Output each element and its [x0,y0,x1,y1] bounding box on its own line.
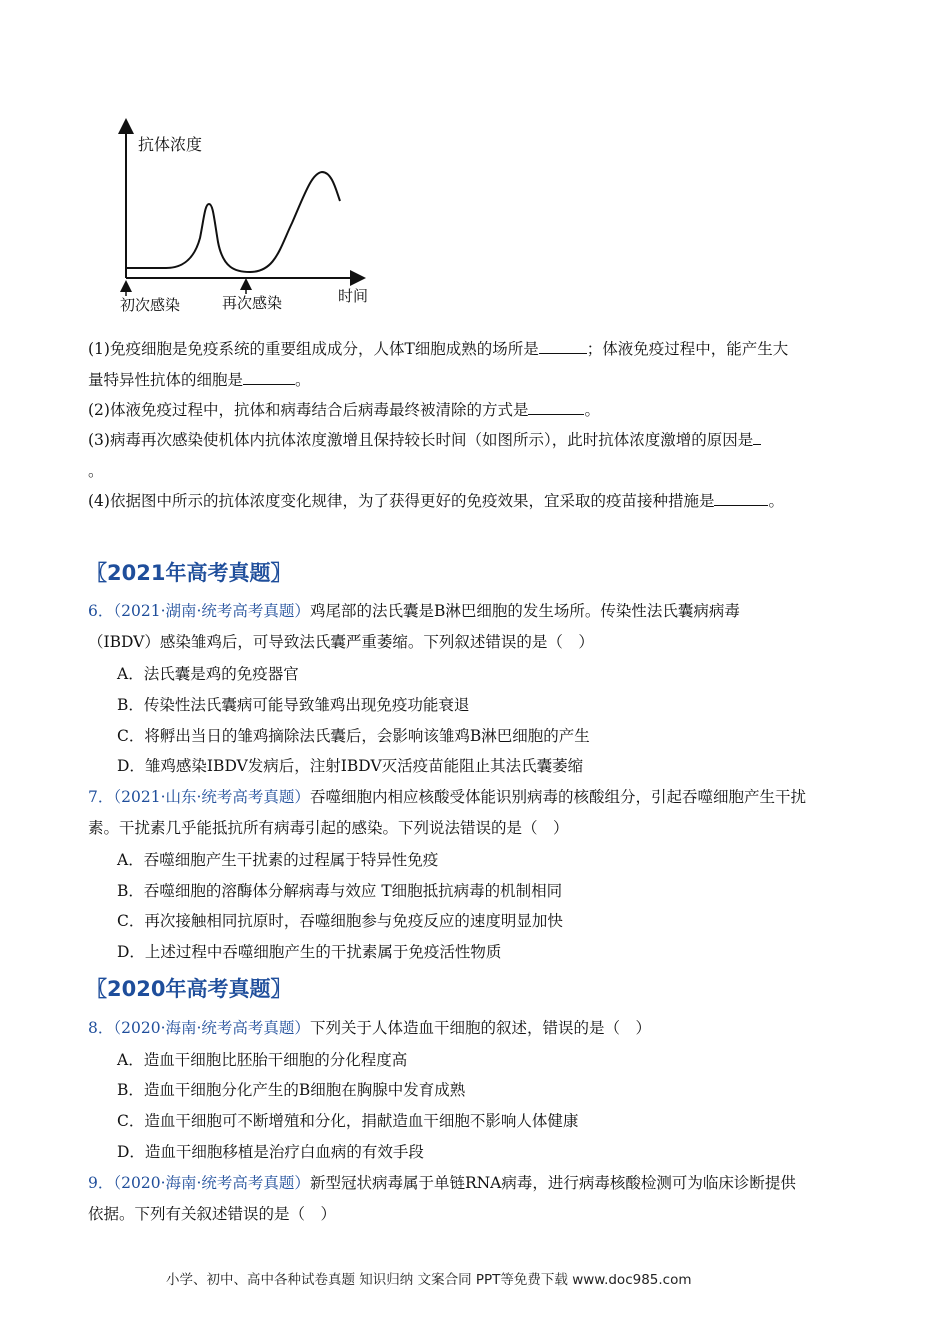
q9-stem-line2: 依据。下列有关叙述错误的是（ ） [88,1205,337,1223]
antibody-curve [126,172,340,272]
q7-option-a: A．吞噬细胞产生干扰素的过程属于特异性免疫 [117,851,439,869]
q6-option-a: A．法氏囊是鸡的免疫器官 [117,665,299,683]
question-source[interactable]: （2021·山东·统考高考真题） [113,788,310,806]
answer-blank[interactable] [753,430,761,445]
q6-stem-line2: （IBDV）感染雏鸡后，可导致法氏囊严重萎缩。下列叙述错误的是（ ） [88,633,594,651]
antibody-curve-figure [100,118,390,328]
question-number: 6． [88,602,114,620]
q7-stem-line1: 7．（2021·山东·统考高考真题）吞噬细胞内相应核酸受体能识别病毒的核酸组分，引起吞噬细胞产生干扰 [88,788,806,806]
question-source[interactable]: （2021·湖南·统考高考真题） [113,602,310,620]
q5-part1-line1: (1)免疫细胞是免疫系统的重要组成成分，人体T细胞成熟的场所是 ；体液免疫过程中，能产生大 [88,340,789,358]
q7-option-d: D．上述过程中吞噬细胞产生的干扰素属于免疫活性物质 [117,943,502,961]
question-number: 9． [88,1174,114,1192]
answer-blank[interactable] [243,370,295,385]
q8-option-d: D．造血干细胞移植是治疗白血病的有效手段 [117,1143,424,1161]
q5-part1-line2: 量特异性抗体的细胞是 。 [88,371,311,389]
q6-option-d: D．雏鸡感染IBDV发病后，注射IBDV灭活疫苗能阻止其法氏囊萎缩 [117,757,584,775]
q7-stem-line2: 素。干扰素几乎能抵抗所有病毒引起的感染。下列说法错误的是（ ） [88,819,569,837]
q6-option-c: C．将孵出当日的雏鸡摘除法氏囊后，会影响该雏鸡B淋巴细胞的产生 [117,727,590,745]
question-number: 7． [88,788,114,806]
answer-blank[interactable] [528,400,584,415]
q6-option-b: B．传染性法氏囊病可能导致雏鸡出现免疫功能衰退 [117,696,470,714]
q8-stem-line1: 8．（2020·海南·统考高考真题）下列关于人体造血干细胞的叙述，错误的是（ ） [88,1019,651,1037]
q5-part2: (2)体液免疫过程中，抗体和病毒结合后病毒最终被清除的方式是 。 [88,401,600,419]
q7-option-b: B．吞噬细胞的溶酶体分解病毒与效应 T细胞抵抗病毒的机制相同 [117,882,563,900]
q8-option-a: A．造血干细胞比胚胎干细胞的分化程度高 [117,1051,408,1069]
q6-stem-line1: 6．（2021·湖南·统考高考真题）鸡尾部的法氏囊是B淋巴细胞的发生场所。传染性法氏囊病病毒 [88,602,740,620]
q5-part3: (3)病毒再次感染使机体内抗体浓度激增且保持较长时间（如图所示），此时抗体浓度激增的原因是 [88,430,761,450]
q5-part4: (4)依据图中所示的抗体浓度变化规律，为了获得更好的免疫效果，宜采取的疫苗接种措施是 。 [88,492,784,510]
q5-part3-end: 。 [88,462,104,480]
second-infection-label: 再次感染 [222,294,283,312]
q7-option-c: C．再次接触相同抗原时，吞噬细胞参与免疫反应的速度明显加快 [117,912,563,930]
page-footer[interactable]: 小学、初中、高中各种试卷真题 知识归纳 文案合同 PPT等免费下载 www.doc985.com [166,1272,692,1288]
section-heading-2020: 〖2020年高考真题〗 [86,977,292,1001]
q8-option-c: C．造血干细胞可不断增殖和分化，捐献造血干细胞不影响人体健康 [117,1112,579,1130]
section-heading-2021: 〖2021年高考真题〗 [86,561,292,585]
answer-blank[interactable] [539,339,587,354]
question-number: 8． [88,1019,114,1037]
answer-blank[interactable] [714,491,768,506]
first-infection-label: 初次感染 [120,296,181,314]
q9-stem-line1: 9．（2020·海南·统考高考真题）新型冠状病毒属于单链RNA病毒，进行病毒核酸检测可为临床诊断提供 [88,1174,796,1192]
question-source[interactable]: （2020·海南·统考高考真题） [113,1174,310,1192]
question-source[interactable]: （2020·海南·统考高考真题） [113,1019,310,1037]
x-axis-label: 时间 [338,287,369,305]
q8-option-b: B．造血干细胞分化产生的B细胞在胸腺中发育成熟 [117,1081,466,1099]
y-axis-label: 抗体浓度 [138,135,203,154]
